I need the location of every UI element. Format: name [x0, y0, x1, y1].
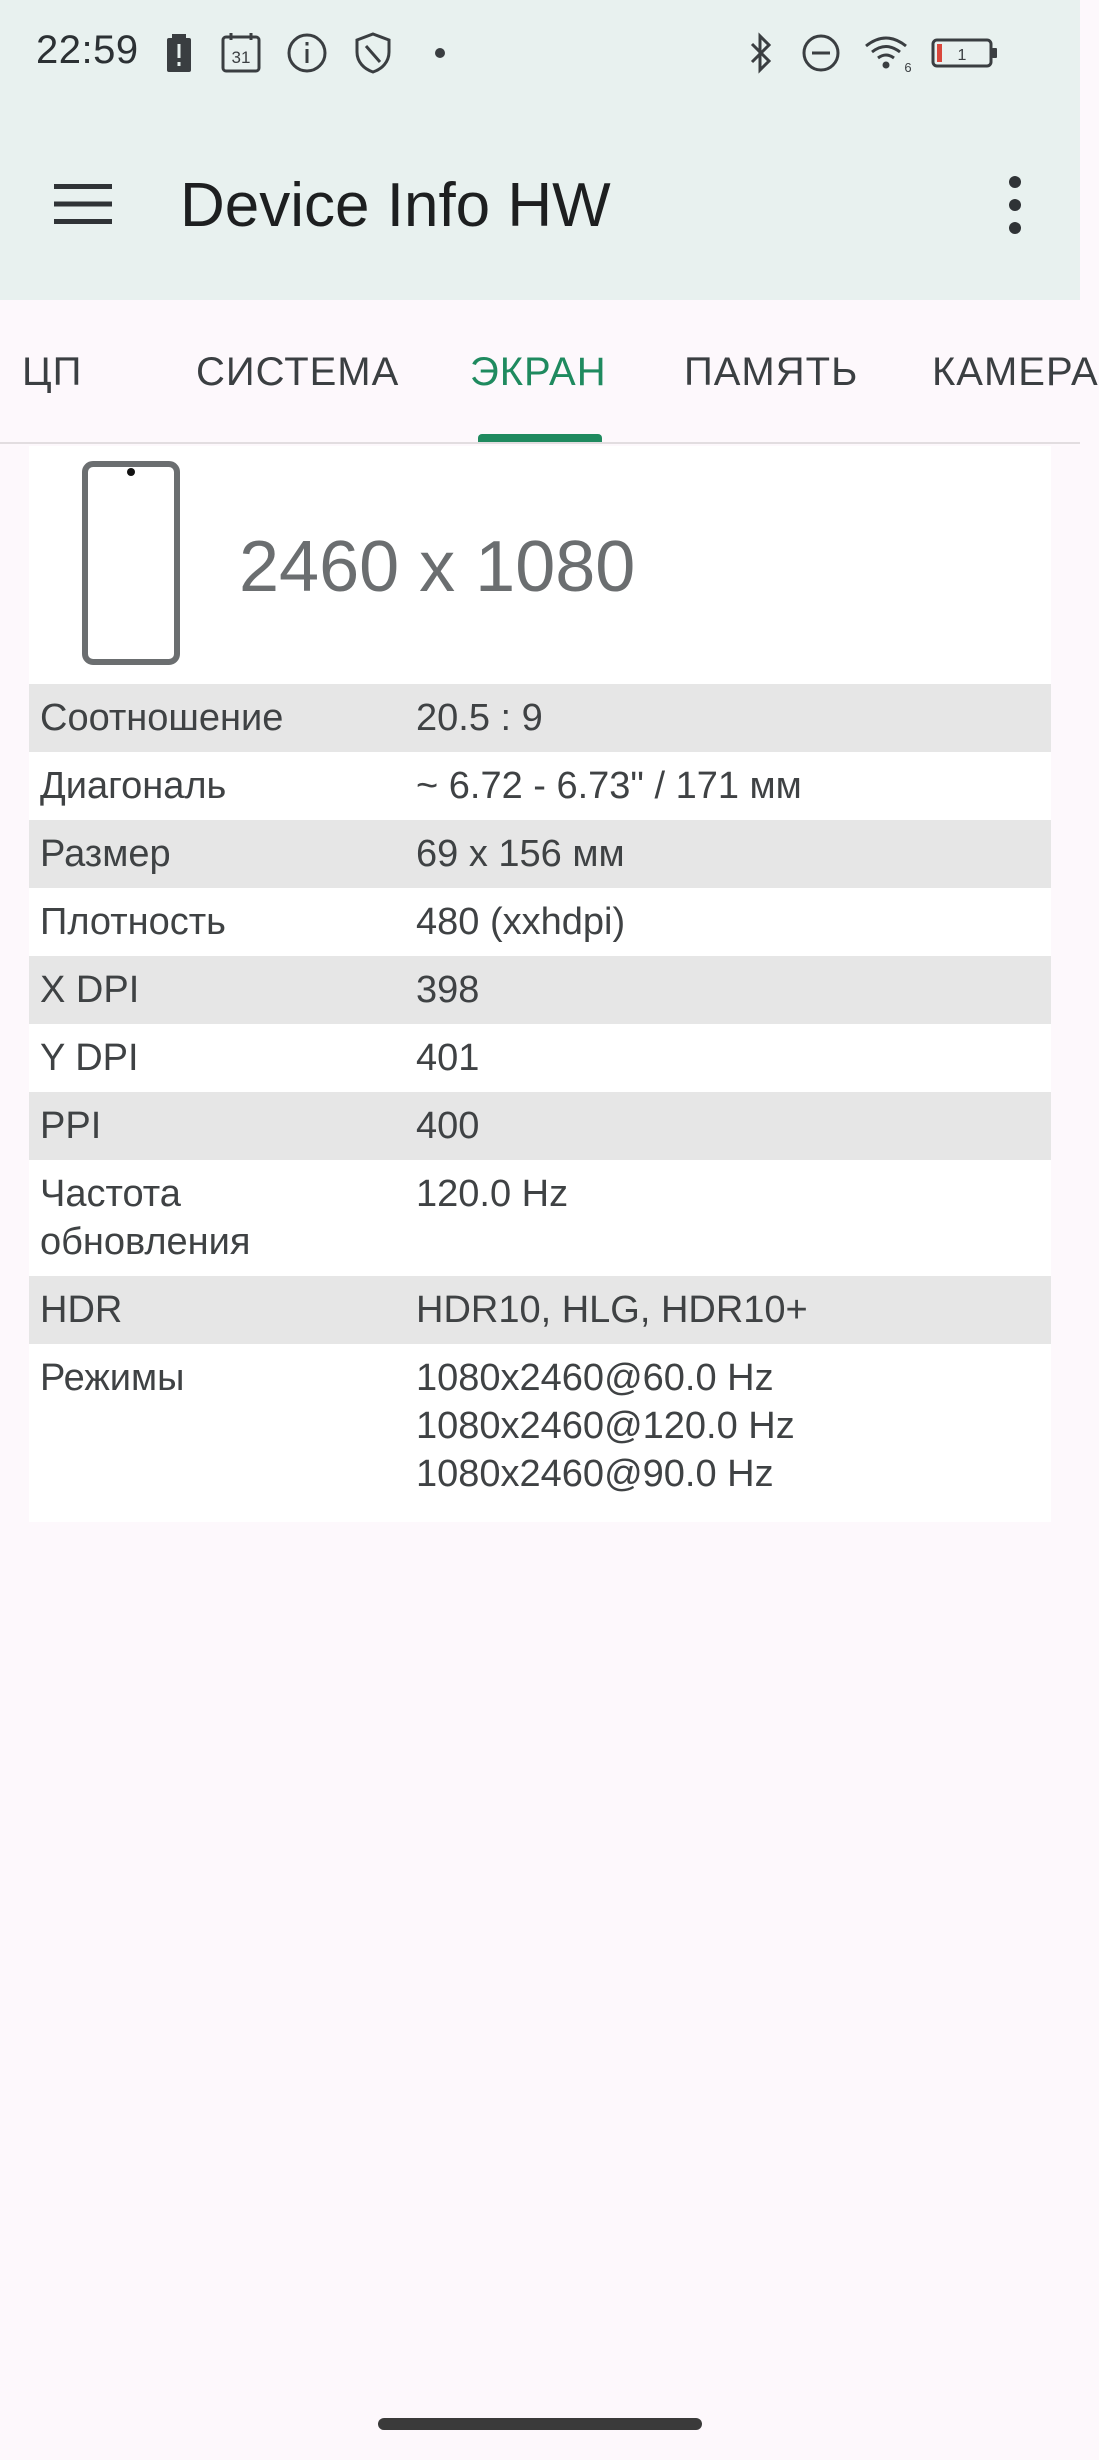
table-row [29, 888, 1051, 956]
row-label: Размер [40, 833, 171, 875]
more-options-icon[interactable] [1000, 174, 1030, 236]
row-label: HDR [40, 1289, 123, 1331]
row-value: 398 [416, 969, 480, 1011]
row-label: Частота обновления [40, 1173, 251, 1263]
row-label: Соотношение [40, 697, 284, 739]
phone-icon [81, 460, 181, 666]
battery-icon [930, 30, 1000, 76]
battery-level: 1 [957, 47, 967, 64]
dot-icon [418, 30, 464, 76]
app-bar [0, 110, 1080, 300]
do-not-disturb-icon [798, 30, 844, 76]
table-row [29, 1024, 1051, 1092]
app-title: Device Info HW [180, 171, 611, 240]
info-icon [284, 30, 330, 76]
table-row [29, 1344, 1051, 1508]
wifi-badge: 6 [904, 60, 912, 75]
tab-bar [0, 300, 1099, 444]
row-value: ~ 6.72 - 6.73" / 171 мм [416, 765, 802, 807]
row-label: PPI [40, 1105, 102, 1147]
calendar-day: 31 [231, 48, 251, 67]
tab-cpu[interactable]: ЦП [22, 350, 83, 394]
row-label: Y DPI [40, 1037, 139, 1079]
row-label: Диагональ [40, 765, 227, 807]
tab-system[interactable]: СИСТЕМА [196, 350, 400, 394]
shield-icon [350, 30, 396, 76]
status-bar [0, 0, 1080, 110]
status-time: 22:59 [36, 28, 139, 72]
row-label: Режимы [40, 1357, 185, 1399]
table-row [29, 820, 1051, 888]
table-row [29, 1276, 1051, 1344]
row-value: 480 (xxhdpi) [416, 901, 626, 943]
active-tab-indicator [478, 434, 602, 442]
table-row [29, 1160, 1051, 1276]
home-gesture-bar[interactable] [378, 2418, 702, 2430]
tab-memory[interactable]: ПАМЯТЬ [684, 350, 859, 394]
row-value: 120.0 Hz [416, 1173, 569, 1215]
table-row [29, 956, 1051, 1024]
row-value: 401 [416, 1037, 480, 1079]
table-row [29, 1092, 1051, 1160]
tab-camera[interactable]: КАМЕРА [932, 350, 1099, 394]
row-value: HDR10, HLG, HDR10+ [416, 1289, 808, 1331]
calendar-icon [218, 30, 264, 76]
screen-info-card [29, 446, 1051, 1522]
row-value: 1080x2460@60.0 Hz 1080x2460@120.0 Hz 1080x2460@90.0 Hz [416, 1357, 795, 1495]
tab-screen[interactable]: ЭКРАН [470, 350, 607, 394]
row-value: 400 [416, 1105, 480, 1147]
hamburger-menu-icon[interactable] [54, 182, 112, 226]
screen-resolution: 2460 x 1080 [239, 527, 636, 607]
row-label: Плотность [40, 901, 226, 943]
table-row [29, 752, 1051, 820]
battery-alert-icon [156, 30, 202, 76]
screen-info-table [29, 684, 1051, 1508]
table-row [29, 684, 1051, 752]
wifi-icon [862, 30, 914, 76]
row-value: 20.5 : 9 [416, 697, 543, 739]
bluetooth-icon [738, 30, 784, 76]
row-label: X DPI [40, 969, 140, 1011]
row-value: 69 x 156 мм [416, 833, 625, 875]
